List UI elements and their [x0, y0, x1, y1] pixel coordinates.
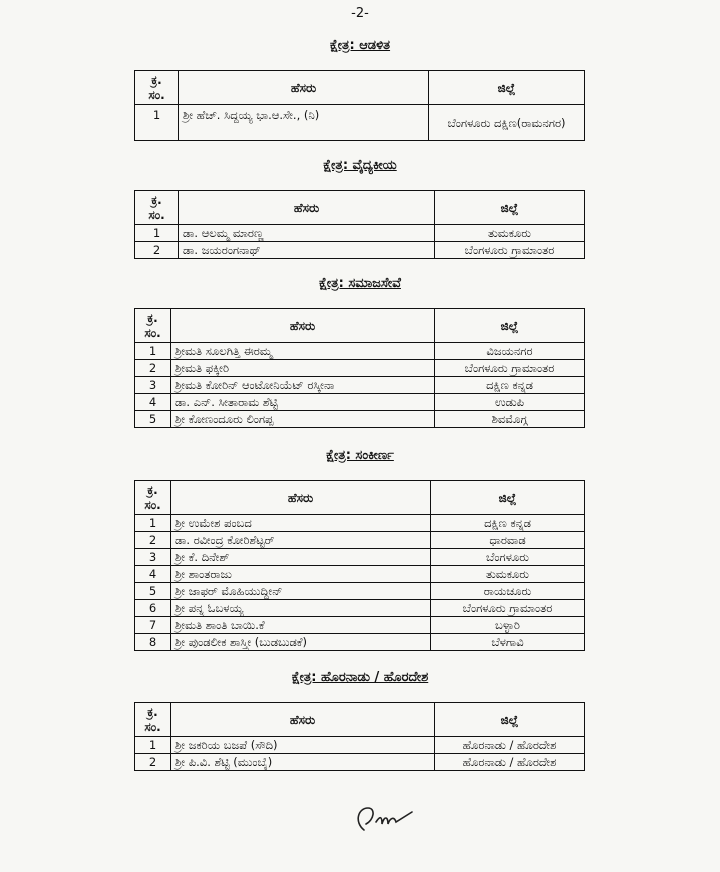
table-medical: [134, 190, 585, 259]
table-row: [135, 634, 585, 651]
row-district: ಬೆಂಗಳೂರು ದಕ್ಷಿಣ(ರಾಮನಗರ): [429, 105, 585, 141]
row-name: ಶ್ರೀಮತಿ ಶಾಂತಿ ಬಾಯಿ.ಕೆ: [171, 617, 431, 634]
row-number: 1: [135, 225, 179, 242]
row-name: ಶ್ರೀ ಉಮೇಶ ಪಂಬದ: [171, 515, 431, 532]
table-social-service: [134, 308, 585, 428]
row-district: ಬೆಂಗಳೂರು: [431, 549, 585, 566]
header-name: ಹೆಸರು: [179, 191, 435, 225]
row-number: 2: [135, 532, 171, 549]
row-name: ಶ್ರೀ ಜಾಫರ್ ಮೊಹಿಯುದ್ದೀನ್: [171, 583, 431, 600]
header-district: ಜಿಲ್ಲೆ: [429, 71, 585, 105]
row-district: ತುಮಕೂರು: [431, 566, 585, 583]
table-row: [135, 377, 585, 394]
row-name: ಡಾ. ರವೀಂದ್ರ ಕೋರಿಶೆಟ್ಟರ್: [171, 532, 431, 549]
header-name: ಹೆಸರು: [171, 309, 435, 343]
table-miscellaneous: [134, 480, 585, 651]
row-district: ಬೆಂಗಳೂರು ಗ್ರಾಮಾಂತರ: [435, 360, 585, 377]
table-header-row: [135, 703, 585, 737]
table-header-row: [135, 309, 585, 343]
table-header-row: [135, 481, 585, 515]
row-number: 4: [135, 566, 171, 583]
table-header-row: [135, 191, 585, 225]
row-number: 1: [135, 737, 171, 754]
table-row: [135, 515, 585, 532]
row-number: 3: [135, 549, 171, 566]
header-sl-no: ಕ್ರ. ಸಂ.: [135, 71, 179, 105]
row-name: ಶ್ರೀಮತಿ ಸೂಲಗಿತ್ತಿ ಈರಮ್ಮ: [171, 343, 435, 360]
row-name: ಶ್ರೀ ಪುಂಡಲೀಕ ಶಾಸ್ತ್ರೀ (ಬುಡಬುಡಕೆ): [171, 634, 431, 651]
row-name: ಶ್ರೀ ಕೋಣಂದೂರು ಲಿಂಗಪ್ಪ: [171, 411, 435, 428]
row-number: 2: [135, 360, 171, 377]
row-name: ಡಾ. ಎನ್. ಸೀತಾರಾಮ ಶೆಟ್ಟಿ: [171, 394, 435, 411]
header-district: ಜಿಲ್ಲೆ: [435, 191, 585, 225]
row-district: ದಕ್ಷಿಣ ಕನ್ನಡ: [435, 377, 585, 394]
row-number: 2: [135, 242, 179, 259]
row-number: 6: [135, 600, 171, 617]
header-sl-no: ಕ್ರ. ಸಂ.: [135, 191, 179, 225]
page-number: -2-: [351, 6, 369, 21]
row-district: ಶಿವಮೊಗ್ಗ: [435, 411, 585, 428]
row-district: ವಿಜಯನಗರ: [435, 343, 585, 360]
row-name: ಡಾ. ಆಲಮ್ಮ ಮಾರಣ್ಣ: [179, 225, 435, 242]
row-number: 8: [135, 634, 171, 651]
table-row: [135, 394, 585, 411]
row-number: 4: [135, 394, 171, 411]
row-district: ಬೆಂಗಳೂರು ಗ್ರಾಮಾಂತರ: [435, 242, 585, 259]
table-row: [135, 225, 585, 242]
header-district: ಜಿಲ್ಲೆ: [435, 309, 585, 343]
table-row: [135, 737, 585, 754]
row-number: 5: [135, 583, 171, 600]
table-row: [135, 532, 585, 549]
table-administration: [134, 70, 585, 141]
row-number: 1: [135, 343, 171, 360]
signature-mark: [350, 800, 420, 840]
section-title-social-service: ಕ್ಷೇತ್ರ: ಸಮಾಜಸೇವೆ: [319, 276, 401, 291]
row-name: ಶ್ರೀ ಜಕರಿಯ ಬಜಪೆ (ಸೌದಿ): [171, 737, 435, 754]
table-row: [135, 583, 585, 600]
row-district: ಬಳ್ಳಾರಿ: [431, 617, 585, 634]
table-row: [135, 549, 585, 566]
row-name: ಶ್ರೀಮತಿ ಕೋರಿನ್ ಆಂಟೋನಿಯೆಟ್ ರಸ್ಕೀನಾ: [171, 377, 435, 394]
row-number: 3: [135, 377, 171, 394]
row-district: ಬೆಳಗಾವಿ: [431, 634, 585, 651]
header-name: ಹೆಸರು: [171, 703, 435, 737]
table-row: [135, 105, 585, 141]
row-district: ಹೊರನಾಡು / ಹೊರದೇಶ: [435, 754, 585, 771]
section-title-medical: ಕ್ಷೇತ್ರ: ವೈದ್ಯಕೀಯ: [323, 158, 397, 173]
row-district: ಉಡುಪಿ: [435, 394, 585, 411]
table-row: [135, 411, 585, 428]
table-header-row: [135, 71, 585, 105]
table-row: [135, 617, 585, 634]
row-name: ಡಾ. ಜಯರಂಗನಾಥ್: [179, 242, 435, 259]
row-number: 1: [135, 105, 179, 141]
table-row: [135, 566, 585, 583]
row-district: ಬೆಂಗಳೂರು ಗ್ರಾಮಾಂತರ: [431, 600, 585, 617]
table-row: [135, 754, 585, 771]
row-number: 1: [135, 515, 171, 532]
table-row: [135, 242, 585, 259]
header-district: ಜಿಲ್ಲೆ: [435, 703, 585, 737]
header-sl-no: ಕ್ರ. ಸಂ.: [135, 481, 171, 515]
row-name: ಶ್ರೀಮತಿ ಫಕ್ಕೀರಿ: [171, 360, 435, 377]
header-district: ಜಿಲ್ಲೆ: [431, 481, 585, 515]
row-district: ಹೊರನಾಡು / ಹೊರದೇಶ: [435, 737, 585, 754]
header-sl-no: ಕ್ರ. ಸಂ.: [135, 703, 171, 737]
table-row: [135, 360, 585, 377]
section-title-abroad: ಕ್ಷೇತ್ರ: ಹೊರನಾಡು / ಹೊರದೇಶ: [291, 670, 429, 685]
table-row: [135, 600, 585, 617]
section-title-miscellaneous: ಕ್ಷೇತ್ರ: ಸಂಕೀರ್ಣ: [326, 448, 394, 463]
header-name: ಹೆಸರು: [171, 481, 431, 515]
row-district: ದಕ್ಷಿಣ ಕನ್ನಡ: [431, 515, 585, 532]
row-district: ರಾಯಚೂರು: [431, 583, 585, 600]
header-name: ಹೆಸರು: [179, 71, 429, 105]
row-district: ತುಮಕೂರು: [435, 225, 585, 242]
row-number: 2: [135, 754, 171, 771]
row-name: ಶ್ರೀ ಪಿ.ವಿ. ಶೆಟ್ಟಿ (ಮುಂಬೈ): [171, 754, 435, 771]
row-name: ಶ್ರೀ ಪನ್ನ ಓಬಳಯ್ಯ: [171, 600, 431, 617]
section-title-administration: ಕ್ಷೇತ್ರ: ಆಡಳಿತ: [329, 38, 391, 53]
row-number: 7: [135, 617, 171, 634]
row-number: 5: [135, 411, 171, 428]
row-name: ಶ್ರೀ ಶಾಂತರಾಜು: [171, 566, 431, 583]
header-sl-no: ಕ್ರ. ಸಂ.: [135, 309, 171, 343]
row-name: ಶ್ರೀ ಕೆ. ದಿನೇಶ್: [171, 549, 431, 566]
row-district: ಧಾರವಾಡ: [431, 532, 585, 549]
table-abroad: [134, 702, 585, 771]
table-row: [135, 343, 585, 360]
row-name: ಶ್ರೀ ಹೆಚ್. ಸಿದ್ದಯ್ಯ ಭಾ.ಆ.ಸೇ., (ನಿ): [179, 105, 429, 141]
